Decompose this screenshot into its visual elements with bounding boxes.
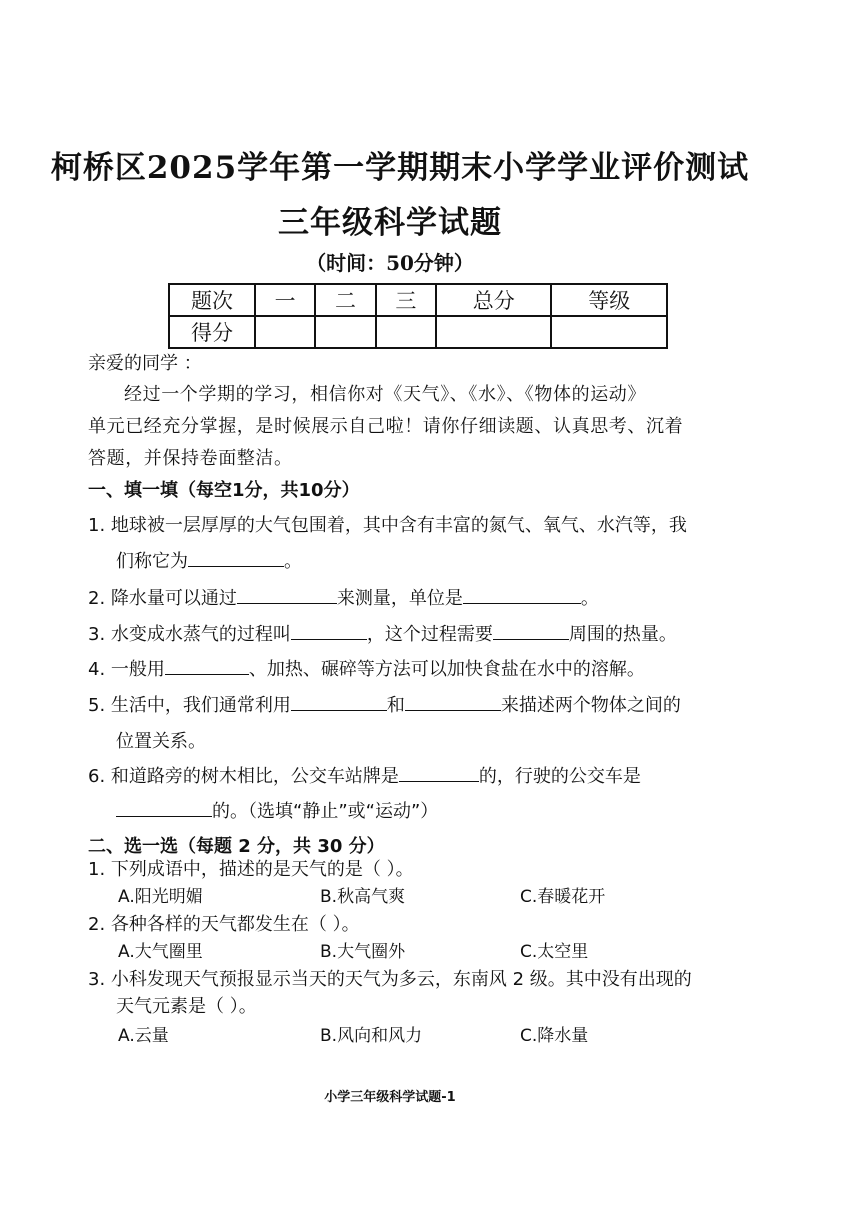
choice-option-c[interactable]: C.春暖花开	[520, 887, 606, 907]
fill-question-6	[88, 762, 641, 788]
choice-option-b[interactable]: B.风向和风力	[320, 1026, 423, 1046]
score-header-cell: 一	[255, 284, 315, 316]
score-cell	[255, 316, 315, 348]
answer-blank[interactable]	[116, 798, 212, 817]
fill-question-3	[88, 620, 677, 646]
answer-blank[interactable]	[165, 656, 249, 675]
greeting-salutation: 亲爱的同学 ：	[88, 353, 202, 374]
greeting-line: 单元已经充分掌握，是时候展示自己啦！请你仔细读题、认真思考、沉着	[88, 416, 684, 437]
choice-option-c[interactable]: C.降水量	[520, 1026, 589, 1046]
score-cell	[436, 316, 551, 348]
answer-blank[interactable]	[291, 692, 387, 711]
answer-blank[interactable]	[463, 585, 581, 604]
question-text: 和	[386, 695, 405, 716]
score-header-cell: 总分	[436, 284, 551, 316]
answer-blank[interactable]	[188, 548, 284, 567]
question-text: 、加热、碾碎等方法可以加快食盐在水中的溶解。	[248, 659, 645, 680]
question-text: 位置关系。	[116, 731, 206, 752]
question-text: 来描述两个物体之间的	[500, 695, 681, 716]
question-text: 。	[580, 588, 599, 609]
fill-question-5	[88, 691, 681, 717]
fill-question-6-cont	[116, 797, 438, 823]
choice-option-a[interactable]: A.阳光明媚	[118, 887, 203, 907]
question-text: ，这个过程需要	[366, 624, 493, 645]
section2-title: 二、选一选（每题 2 分，共 30 分）	[88, 836, 385, 857]
score-header-cell: 三	[376, 284, 436, 316]
choice-option-b[interactable]: B.大气圈外	[320, 942, 406, 962]
question-text: 来测量，单位是	[336, 588, 463, 609]
choice-option-a[interactable]: A.云量	[118, 1026, 169, 1046]
choice-option-c[interactable]: C.太空里	[520, 942, 589, 962]
fill-question-4	[88, 655, 645, 681]
score-table	[168, 283, 668, 349]
greeting-line: 经过一个学期的学习，相信你对《天气》、《水》、《物体的运动》	[124, 384, 646, 405]
fill-question-1	[88, 511, 687, 537]
question-text: 。	[284, 551, 302, 572]
exam-title: 柯桥区2025学年第一学期期末小学学业评价测试	[50, 150, 750, 186]
fill-question-1-cont	[116, 547, 302, 573]
score-table-header-row	[169, 284, 667, 316]
score-header-cell: 二	[315, 284, 375, 316]
answer-blank[interactable]	[237, 585, 337, 604]
question-text: 们称它为	[116, 551, 188, 572]
question-text: 4. 一般用	[88, 659, 165, 680]
answer-blank[interactable]	[405, 692, 501, 711]
exam-time: （时间：50分钟）	[306, 251, 474, 275]
choice-question-1: 1. 下列成语中，描述的是天气的是（ ）。	[88, 859, 414, 880]
answer-blank[interactable]	[399, 763, 479, 782]
score-table-score-row	[169, 316, 667, 348]
question-text: 5. 生活中，我们通常利用	[88, 695, 291, 716]
fill-question-5-cont	[116, 727, 206, 753]
exam-subtitle: 三年级科学试题	[278, 205, 502, 241]
score-cell	[551, 316, 667, 348]
choice-option-a[interactable]: A.大气圈里	[118, 942, 203, 962]
choice-question-3-cont: 天气元素是（ ）。	[116, 996, 257, 1017]
choice-option-b[interactable]: B.秋高气爽	[320, 887, 406, 907]
fill-question-2	[88, 584, 599, 610]
score-header-cell: 等级	[551, 284, 667, 316]
question-text: 的，行驶的公交车是	[478, 766, 641, 787]
score-cell	[315, 316, 375, 348]
answer-blank[interactable]	[493, 621, 569, 640]
choice-question-2: 2. 各种各样的天气都发生在（ ）。	[88, 914, 360, 935]
question-text: 3. 水变成水蒸气的过程叫	[88, 624, 291, 645]
question-text: 2. 降水量可以通过	[88, 588, 237, 609]
choice-question-3: 3. 小科发现天气预报显示当天的天气为多云，东南风 2 级。其中没有出现的	[88, 969, 692, 990]
question-text: 的。（选填“静止”或“运动”）	[212, 801, 439, 822]
answer-blank[interactable]	[291, 621, 367, 640]
question-text: 1. 地球被一层厚厚的大气包围着，其中含有丰富的氮气、氧气、水汽等，我	[88, 515, 687, 536]
question-text: 周围的热量。	[568, 624, 677, 645]
page-footer: 小学三年级科学试题-1	[324, 1090, 456, 1105]
question-text: 6. 和道路旁的树木相比，公交车站牌是	[88, 766, 399, 787]
section1-title: 一、填一填（每空1分，共10分）	[88, 480, 360, 501]
greeting-line: 答题，并保持卷面整洁。	[88, 448, 293, 469]
score-header-cell: 题次	[169, 284, 255, 316]
score-cell	[376, 316, 436, 348]
score-row-label: 得分	[169, 316, 255, 348]
